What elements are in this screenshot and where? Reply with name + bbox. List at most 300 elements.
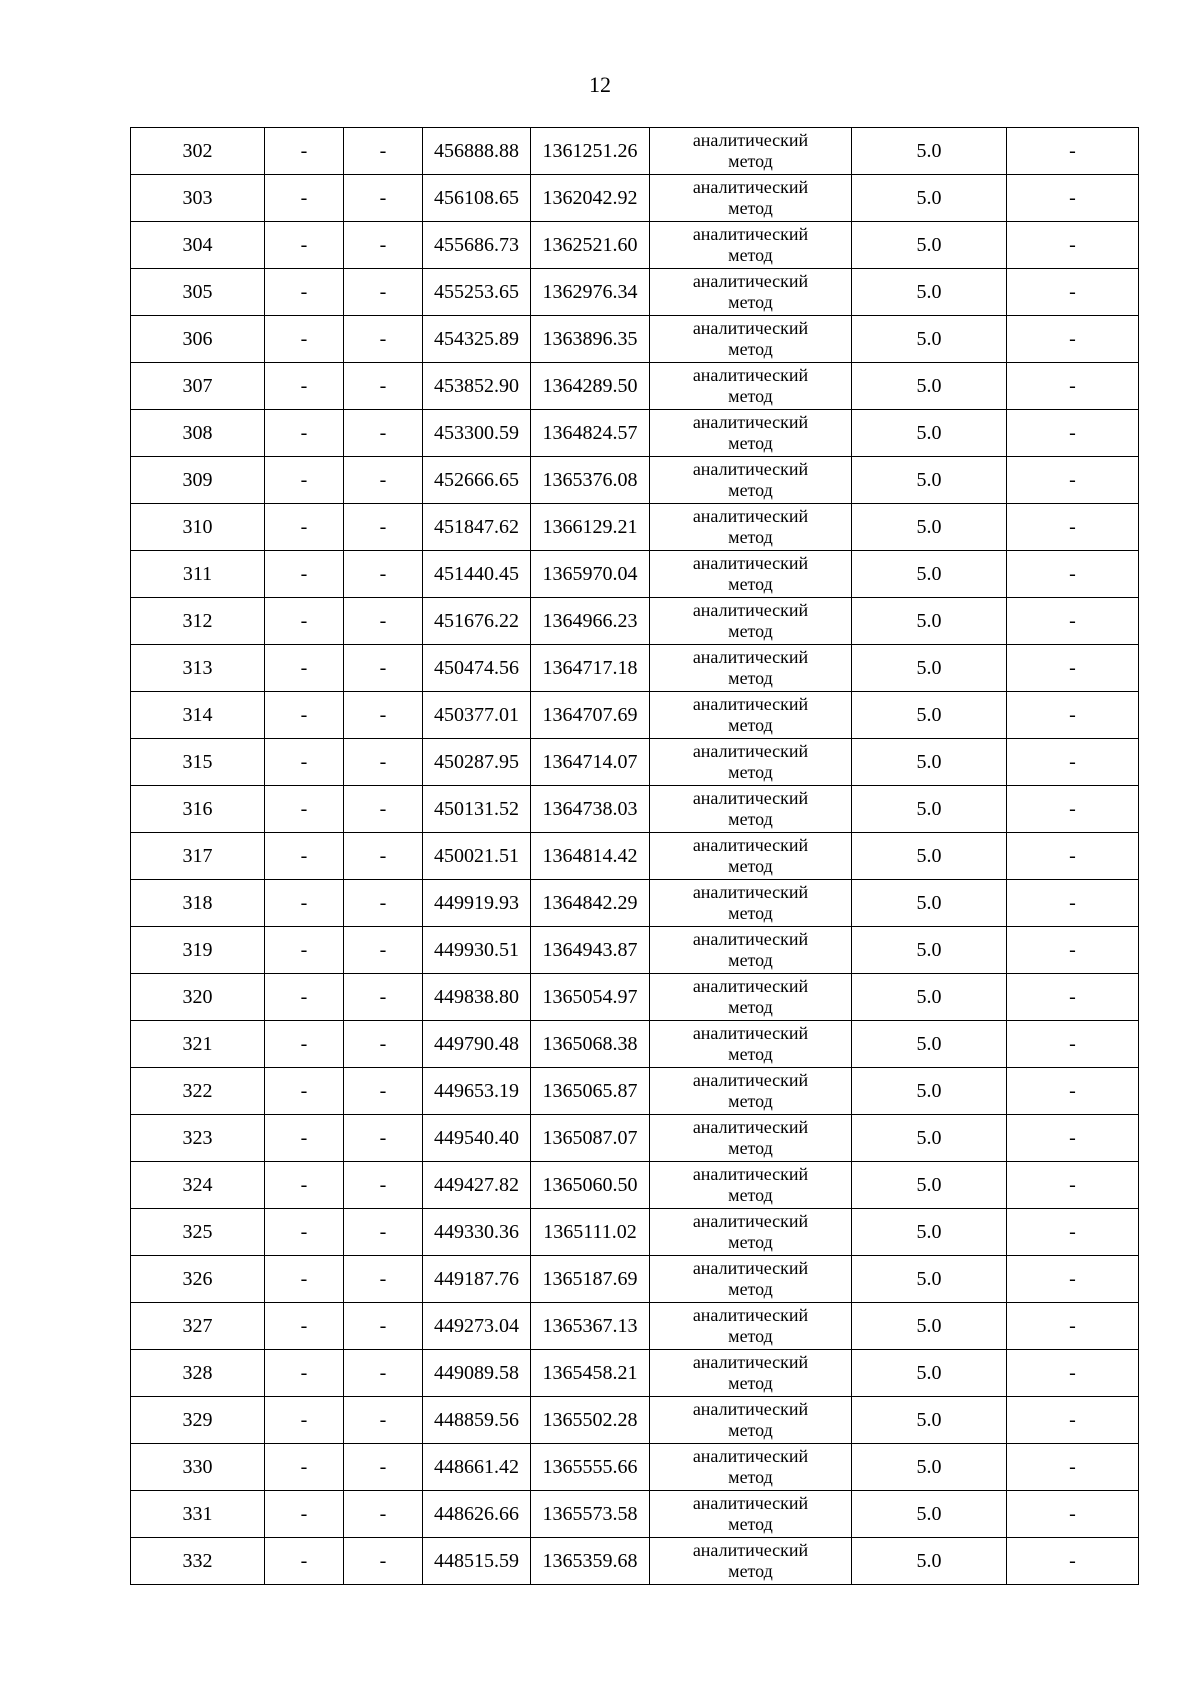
- x-coordinate-cell: 449273.04: [423, 1303, 531, 1350]
- point-number-cell: 308: [131, 410, 265, 457]
- y-coordinate-cell: 1365065.87: [531, 1068, 650, 1115]
- table-row: [131, 1256, 1139, 1303]
- method-line1: аналитический: [692, 1352, 809, 1372]
- col2-dash-cell: -: [265, 128, 344, 175]
- x-coordinate-cell: 449919.93: [423, 880, 531, 927]
- accuracy-cell: 5.0: [852, 786, 1007, 833]
- x-coordinate-cell: 455253.65: [423, 269, 531, 316]
- table-row: [131, 551, 1139, 598]
- method-cell: [650, 833, 852, 880]
- col2-dash-cell: -: [265, 974, 344, 1021]
- y-coordinate-cell: 1364738.03: [531, 786, 650, 833]
- method-cell: [650, 739, 852, 786]
- method-line2: метод: [728, 1138, 773, 1158]
- col2-dash-cell: -: [265, 598, 344, 645]
- x-coordinate-cell: 449790.48: [423, 1021, 531, 1068]
- method-line2: метод: [728, 1232, 773, 1252]
- method-cell: [650, 504, 852, 551]
- accuracy-cell: 5.0: [852, 880, 1007, 927]
- method-line2: метод: [728, 715, 773, 735]
- table-row: [131, 1491, 1139, 1538]
- point-number-cell: 309: [131, 457, 265, 504]
- y-coordinate-cell: 1365187.69: [531, 1256, 650, 1303]
- table-row: [131, 1397, 1139, 1444]
- col2-dash-cell: -: [265, 269, 344, 316]
- col3-dash-cell: -: [344, 1209, 423, 1256]
- x-coordinate-cell: 449653.19: [423, 1068, 531, 1115]
- accuracy-cell: 5.0: [852, 222, 1007, 269]
- col2-dash-cell: -: [265, 1068, 344, 1115]
- method-line2: метод: [728, 245, 773, 265]
- table-row: [131, 598, 1139, 645]
- col3-dash-cell: -: [344, 692, 423, 739]
- col8-dash-cell: -: [1007, 598, 1139, 645]
- method-cell: [650, 1256, 852, 1303]
- col2-dash-cell: -: [265, 927, 344, 974]
- method-line2: метод: [728, 762, 773, 782]
- point-number-cell: 330: [131, 1444, 265, 1491]
- method-cell: [650, 457, 852, 504]
- col3-dash-cell: -: [344, 1115, 423, 1162]
- method-cell: [650, 598, 852, 645]
- method-line2: метод: [728, 433, 773, 453]
- method-line1: аналитический: [692, 1164, 809, 1184]
- method-line1: аналитический: [692, 976, 809, 996]
- col2-dash-cell: -: [265, 1350, 344, 1397]
- col8-dash-cell: -: [1007, 1068, 1139, 1115]
- method-line1: аналитический: [692, 1211, 809, 1231]
- col2-dash-cell: -: [265, 833, 344, 880]
- col2-dash-cell: -: [265, 504, 344, 551]
- y-coordinate-cell: 1364842.29: [531, 880, 650, 927]
- y-coordinate-cell: 1365367.13: [531, 1303, 650, 1350]
- table-row: [131, 927, 1139, 974]
- method-line2: метод: [728, 151, 773, 171]
- accuracy-cell: 5.0: [852, 175, 1007, 222]
- point-number-cell: 322: [131, 1068, 265, 1115]
- col8-dash-cell: -: [1007, 1444, 1139, 1491]
- col2-dash-cell: -: [265, 1021, 344, 1068]
- method-cell: [650, 1021, 852, 1068]
- accuracy-cell: 5.0: [852, 1538, 1007, 1585]
- accuracy-cell: 5.0: [852, 504, 1007, 551]
- method-line2: метод: [728, 903, 773, 923]
- col8-dash-cell: -: [1007, 1021, 1139, 1068]
- col2-dash-cell: -: [265, 1444, 344, 1491]
- table-row: [131, 1538, 1139, 1585]
- y-coordinate-cell: 1364966.23: [531, 598, 650, 645]
- col8-dash-cell: -: [1007, 222, 1139, 269]
- table-row: [131, 1068, 1139, 1115]
- method-line2: метод: [728, 1044, 773, 1064]
- method-line1: аналитический: [692, 788, 809, 808]
- col8-dash-cell: -: [1007, 739, 1139, 786]
- table-row: [131, 1162, 1139, 1209]
- method-line2: метод: [728, 1091, 773, 1111]
- accuracy-cell: 5.0: [852, 927, 1007, 974]
- table-row: [131, 974, 1139, 1021]
- accuracy-cell: 5.0: [852, 1209, 1007, 1256]
- method-line2: метод: [728, 950, 773, 970]
- point-number-cell: 315: [131, 739, 265, 786]
- method-line2: метод: [728, 574, 773, 594]
- col3-dash-cell: -: [344, 1491, 423, 1538]
- table-row: [131, 692, 1139, 739]
- col3-dash-cell: -: [344, 927, 423, 974]
- method-cell: [650, 645, 852, 692]
- col3-dash-cell: -: [344, 1068, 423, 1115]
- col3-dash-cell: -: [344, 363, 423, 410]
- accuracy-cell: 5.0: [852, 457, 1007, 504]
- method-cell: [650, 222, 852, 269]
- col3-dash-cell: -: [344, 786, 423, 833]
- point-number-cell: 326: [131, 1256, 265, 1303]
- col8-dash-cell: -: [1007, 1115, 1139, 1162]
- table-row: [131, 739, 1139, 786]
- point-number-cell: 327: [131, 1303, 265, 1350]
- table-row: [131, 1209, 1139, 1256]
- method-line2: метод: [728, 1561, 773, 1581]
- table-row: [131, 1303, 1139, 1350]
- col3-dash-cell: -: [344, 1538, 423, 1585]
- y-coordinate-cell: 1364289.50: [531, 363, 650, 410]
- x-coordinate-cell: 449187.76: [423, 1256, 531, 1303]
- col3-dash-cell: -: [344, 645, 423, 692]
- col2-dash-cell: -: [265, 363, 344, 410]
- method-line1: аналитический: [692, 1493, 809, 1513]
- col8-dash-cell: -: [1007, 269, 1139, 316]
- col8-dash-cell: -: [1007, 1350, 1139, 1397]
- col2-dash-cell: -: [265, 175, 344, 222]
- method-line2: метод: [728, 1279, 773, 1299]
- accuracy-cell: 5.0: [852, 128, 1007, 175]
- col2-dash-cell: -: [265, 1303, 344, 1350]
- y-coordinate-cell: 1365458.21: [531, 1350, 650, 1397]
- col3-dash-cell: -: [344, 410, 423, 457]
- x-coordinate-cell: 449930.51: [423, 927, 531, 974]
- point-number-cell: 304: [131, 222, 265, 269]
- accuracy-cell: 5.0: [852, 1256, 1007, 1303]
- col3-dash-cell: -: [344, 739, 423, 786]
- table-row: [131, 833, 1139, 880]
- x-coordinate-cell: 450131.52: [423, 786, 531, 833]
- method-cell: [650, 363, 852, 410]
- method-line1: аналитический: [692, 365, 809, 385]
- method-line1: аналитический: [692, 1070, 809, 1090]
- col8-dash-cell: -: [1007, 833, 1139, 880]
- method-cell: [650, 927, 852, 974]
- y-coordinate-cell: 1364814.42: [531, 833, 650, 880]
- y-coordinate-cell: 1365359.68: [531, 1538, 650, 1585]
- y-coordinate-cell: 1365970.04: [531, 551, 650, 598]
- col8-dash-cell: -: [1007, 786, 1139, 833]
- col3-dash-cell: -: [344, 316, 423, 363]
- col3-dash-cell: -: [344, 974, 423, 1021]
- col3-dash-cell: -: [344, 128, 423, 175]
- method-line1: аналитический: [692, 224, 809, 244]
- accuracy-cell: 5.0: [852, 1021, 1007, 1068]
- method-line1: аналитический: [692, 412, 809, 432]
- x-coordinate-cell: 451676.22: [423, 598, 531, 645]
- method-line2: метод: [728, 480, 773, 500]
- col8-dash-cell: -: [1007, 363, 1139, 410]
- y-coordinate-cell: 1366129.21: [531, 504, 650, 551]
- x-coordinate-cell: 448515.59: [423, 1538, 531, 1585]
- col2-dash-cell: -: [265, 410, 344, 457]
- method-line2: метод: [728, 856, 773, 876]
- method-line1: аналитический: [692, 647, 809, 667]
- method-cell: [650, 1209, 852, 1256]
- point-number-cell: 312: [131, 598, 265, 645]
- method-line2: метод: [728, 527, 773, 547]
- col8-dash-cell: -: [1007, 1538, 1139, 1585]
- col2-dash-cell: -: [265, 1209, 344, 1256]
- col2-dash-cell: -: [265, 1256, 344, 1303]
- method-cell: [650, 1397, 852, 1444]
- col8-dash-cell: -: [1007, 128, 1139, 175]
- col2-dash-cell: -: [265, 739, 344, 786]
- y-coordinate-cell: 1364707.69: [531, 692, 650, 739]
- method-cell: [650, 269, 852, 316]
- method-line1: аналитический: [692, 694, 809, 714]
- method-line2: метод: [728, 1373, 773, 1393]
- col8-dash-cell: -: [1007, 1491, 1139, 1538]
- point-number-cell: 329: [131, 1397, 265, 1444]
- col8-dash-cell: -: [1007, 504, 1139, 551]
- y-coordinate-cell: 1365376.08: [531, 457, 650, 504]
- accuracy-cell: 5.0: [852, 551, 1007, 598]
- col3-dash-cell: -: [344, 457, 423, 504]
- col3-dash-cell: -: [344, 598, 423, 645]
- y-coordinate-cell: 1364717.18: [531, 645, 650, 692]
- point-number-cell: 302: [131, 128, 265, 175]
- table-row: [131, 645, 1139, 692]
- method-line1: аналитический: [692, 271, 809, 291]
- col3-dash-cell: -: [344, 269, 423, 316]
- accuracy-cell: 5.0: [852, 598, 1007, 645]
- x-coordinate-cell: 448661.42: [423, 1444, 531, 1491]
- x-coordinate-cell: 448859.56: [423, 1397, 531, 1444]
- method-cell: [650, 1068, 852, 1115]
- col2-dash-cell: -: [265, 1538, 344, 1585]
- col3-dash-cell: -: [344, 1350, 423, 1397]
- point-number-cell: 306: [131, 316, 265, 363]
- method-line1: аналитический: [692, 929, 809, 949]
- x-coordinate-cell: 450021.51: [423, 833, 531, 880]
- point-number-cell: 328: [131, 1350, 265, 1397]
- method-cell: [650, 880, 852, 927]
- point-number-cell: 310: [131, 504, 265, 551]
- col2-dash-cell: -: [265, 551, 344, 598]
- col2-dash-cell: -: [265, 692, 344, 739]
- method-line2: метод: [728, 1514, 773, 1534]
- col3-dash-cell: -: [344, 1162, 423, 1209]
- accuracy-cell: 5.0: [852, 739, 1007, 786]
- table-row: [131, 880, 1139, 927]
- method-cell: [650, 175, 852, 222]
- method-line1: аналитический: [692, 1117, 809, 1137]
- table-row: [131, 363, 1139, 410]
- method-line1: аналитический: [692, 1446, 809, 1466]
- method-line1: аналитический: [692, 741, 809, 761]
- method-line1: аналитический: [692, 835, 809, 855]
- accuracy-cell: 5.0: [852, 645, 1007, 692]
- col2-dash-cell: -: [265, 1162, 344, 1209]
- point-number-cell: 314: [131, 692, 265, 739]
- point-number-cell: 303: [131, 175, 265, 222]
- col8-dash-cell: -: [1007, 1303, 1139, 1350]
- method-cell: [650, 551, 852, 598]
- method-line2: метод: [728, 198, 773, 218]
- method-line1: аналитический: [692, 506, 809, 526]
- point-number-cell: 305: [131, 269, 265, 316]
- method-line1: аналитический: [692, 1399, 809, 1419]
- point-number-cell: 321: [131, 1021, 265, 1068]
- point-number-cell: 319: [131, 927, 265, 974]
- x-coordinate-cell: 449427.82: [423, 1162, 531, 1209]
- col2-dash-cell: -: [265, 316, 344, 363]
- point-number-cell: 320: [131, 974, 265, 1021]
- x-coordinate-cell: 452666.65: [423, 457, 531, 504]
- method-line1: аналитический: [692, 130, 809, 150]
- accuracy-cell: 5.0: [852, 1162, 1007, 1209]
- method-line1: аналитический: [692, 882, 809, 902]
- method-cell: [650, 410, 852, 457]
- col2-dash-cell: -: [265, 880, 344, 927]
- col8-dash-cell: -: [1007, 1162, 1139, 1209]
- table-row: [131, 175, 1139, 222]
- col8-dash-cell: -: [1007, 457, 1139, 504]
- col3-dash-cell: -: [344, 880, 423, 927]
- x-coordinate-cell: 456888.88: [423, 128, 531, 175]
- table-body: [131, 128, 1139, 1585]
- y-coordinate-cell: 1361251.26: [531, 128, 650, 175]
- point-number-cell: 318: [131, 880, 265, 927]
- point-number-cell: 331: [131, 1491, 265, 1538]
- col2-dash-cell: -: [265, 457, 344, 504]
- point-number-cell: 323: [131, 1115, 265, 1162]
- col2-dash-cell: -: [265, 1397, 344, 1444]
- col8-dash-cell: -: [1007, 645, 1139, 692]
- method-cell: [650, 1115, 852, 1162]
- method-line2: метод: [728, 1420, 773, 1440]
- y-coordinate-cell: 1365087.07: [531, 1115, 650, 1162]
- table-row: [131, 504, 1139, 551]
- accuracy-cell: 5.0: [852, 692, 1007, 739]
- point-number-cell: 313: [131, 645, 265, 692]
- method-cell: [650, 1162, 852, 1209]
- method-line2: метод: [728, 809, 773, 829]
- col8-dash-cell: -: [1007, 974, 1139, 1021]
- col8-dash-cell: -: [1007, 316, 1139, 363]
- x-coordinate-cell: 455686.73: [423, 222, 531, 269]
- x-coordinate-cell: 449089.58: [423, 1350, 531, 1397]
- table-row: [131, 410, 1139, 457]
- point-number-cell: 307: [131, 363, 265, 410]
- accuracy-cell: 5.0: [852, 974, 1007, 1021]
- y-coordinate-cell: 1362042.92: [531, 175, 650, 222]
- method-line2: метод: [728, 339, 773, 359]
- accuracy-cell: 5.0: [852, 1491, 1007, 1538]
- table-row: [131, 1115, 1139, 1162]
- accuracy-cell: 5.0: [852, 1068, 1007, 1115]
- method-cell: [650, 316, 852, 363]
- method-line2: метод: [728, 1467, 773, 1487]
- y-coordinate-cell: 1364943.87: [531, 927, 650, 974]
- point-number-cell: 317: [131, 833, 265, 880]
- method-line2: метод: [728, 997, 773, 1017]
- method-line1: аналитический: [692, 1305, 809, 1325]
- point-number-cell: 311: [131, 551, 265, 598]
- col8-dash-cell: -: [1007, 175, 1139, 222]
- table-row: [131, 786, 1139, 833]
- x-coordinate-cell: 449540.40: [423, 1115, 531, 1162]
- x-coordinate-cell: 451440.45: [423, 551, 531, 598]
- x-coordinate-cell: 453852.90: [423, 363, 531, 410]
- x-coordinate-cell: 453300.59: [423, 410, 531, 457]
- y-coordinate-cell: 1363896.35: [531, 316, 650, 363]
- y-coordinate-cell: 1365054.97: [531, 974, 650, 1021]
- method-cell: [650, 692, 852, 739]
- y-coordinate-cell: 1365555.66: [531, 1444, 650, 1491]
- col2-dash-cell: -: [265, 645, 344, 692]
- accuracy-cell: 5.0: [852, 1444, 1007, 1491]
- y-coordinate-cell: 1362521.60: [531, 222, 650, 269]
- x-coordinate-cell: 448626.66: [423, 1491, 531, 1538]
- y-coordinate-cell: 1365111.02: [531, 1209, 650, 1256]
- point-number-cell: 325: [131, 1209, 265, 1256]
- point-number-cell: 324: [131, 1162, 265, 1209]
- method-line1: аналитический: [692, 1540, 809, 1560]
- x-coordinate-cell: 450474.56: [423, 645, 531, 692]
- accuracy-cell: 5.0: [852, 1350, 1007, 1397]
- col8-dash-cell: -: [1007, 927, 1139, 974]
- col2-dash-cell: -: [265, 1115, 344, 1162]
- col3-dash-cell: -: [344, 504, 423, 551]
- col3-dash-cell: -: [344, 175, 423, 222]
- table-row: [131, 222, 1139, 269]
- method-line1: аналитический: [692, 1258, 809, 1278]
- col3-dash-cell: -: [344, 833, 423, 880]
- table-row: [131, 316, 1139, 363]
- col3-dash-cell: -: [344, 1397, 423, 1444]
- method-cell: [650, 1303, 852, 1350]
- col8-dash-cell: -: [1007, 692, 1139, 739]
- col8-dash-cell: -: [1007, 1256, 1139, 1303]
- col2-dash-cell: -: [265, 222, 344, 269]
- col2-dash-cell: -: [265, 1491, 344, 1538]
- col3-dash-cell: -: [344, 1303, 423, 1350]
- method-cell: [650, 1444, 852, 1491]
- y-coordinate-cell: 1362976.34: [531, 269, 650, 316]
- method-cell: [650, 1538, 852, 1585]
- method-cell: [650, 128, 852, 175]
- accuracy-cell: 5.0: [852, 1303, 1007, 1350]
- method-line1: аналитический: [692, 600, 809, 620]
- col3-dash-cell: -: [344, 1256, 423, 1303]
- col8-dash-cell: -: [1007, 1397, 1139, 1444]
- x-coordinate-cell: 454325.89: [423, 316, 531, 363]
- accuracy-cell: 5.0: [852, 363, 1007, 410]
- method-cell: [650, 786, 852, 833]
- method-line2: метод: [728, 1185, 773, 1205]
- y-coordinate-cell: 1364824.57: [531, 410, 650, 457]
- col3-dash-cell: -: [344, 1021, 423, 1068]
- page-number: 12: [589, 72, 611, 97]
- y-coordinate-cell: 1365502.28: [531, 1397, 650, 1444]
- y-coordinate-cell: 1365068.38: [531, 1021, 650, 1068]
- accuracy-cell: 5.0: [852, 269, 1007, 316]
